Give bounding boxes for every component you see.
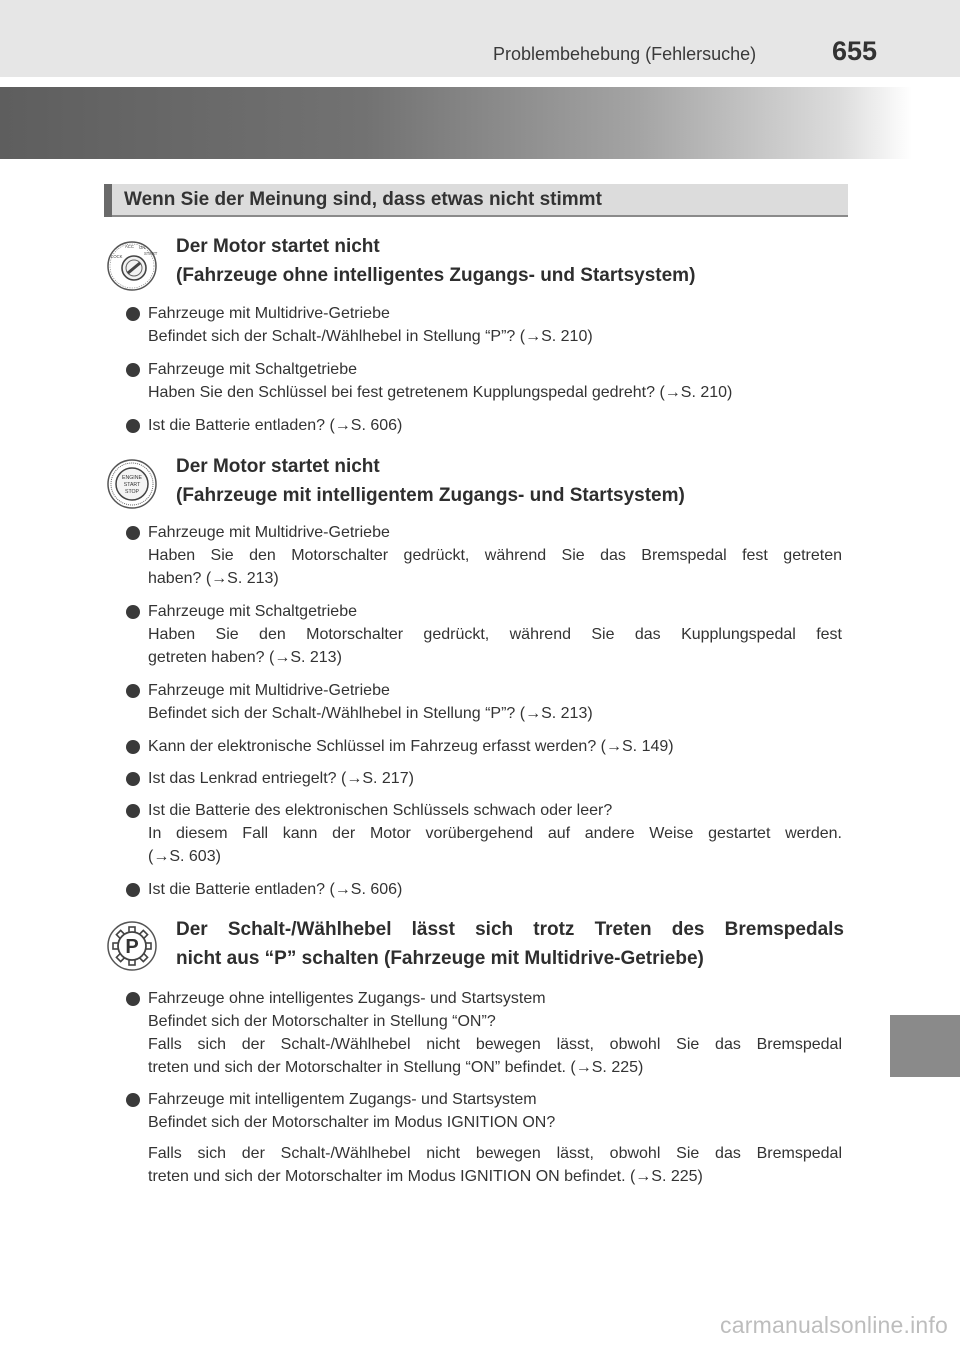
bullet — [126, 526, 140, 540]
list-item — [126, 878, 842, 901]
item-line: (→S. 603) — [148, 848, 221, 865]
section-header — [104, 184, 848, 217]
subsection-title — [176, 452, 844, 510]
subsection-title — [176, 915, 844, 973]
item-line: Falls sich der Schalt-/Wählhebel nicht bewegen lässt, obwohl Sie das Bremspedal — [148, 1036, 842, 1053]
chapter-side-tab — [890, 1015, 960, 1077]
item-line: In diesem Fall kann der Motor vorübergehend auf andere Weise gestartet werden. — [148, 825, 842, 842]
item-line: haben? (→S. 213) — [148, 570, 279, 587]
item-line: Falls sich der Schalt-/Wählhebel nicht bewegen lässt, obwohl Sie das Bremspedal — [148, 1145, 842, 1162]
bullet — [126, 307, 140, 321]
item-line: Ist die Batterie des elektronischen Schlüssels schwach oder leer? — [148, 802, 613, 819]
key-position-label: START — [144, 251, 158, 256]
item-line: Fahrzeuge mit intelligentem Zugangs- und Startsystem — [148, 1091, 537, 1108]
button-label: ENGINE — [122, 475, 142, 481]
page-header-bar — [0, 0, 960, 77]
subsection-title-line: Der Motor startet nicht — [176, 236, 380, 257]
subsection-title-line: (Fahrzeuge mit intelligentem Zugangs- und Startsystem) — [176, 485, 685, 506]
button-label: STOP — [124, 489, 140, 495]
bullet — [126, 804, 140, 818]
item-line: Ist die Batterie entladen? (→S. 606) — [148, 881, 403, 898]
list-item — [126, 987, 842, 1079]
decorative-gradient-band — [0, 87, 912, 159]
item-line: treten und sich der Motorschalter im Modus IGNITION ON befindet. (→S. 225) — [148, 1168, 703, 1185]
park-letter: P — [125, 936, 139, 958]
subsection-title-line: nicht aus “P” schalten (Fahrzeuge mit Multidrive-Getriebe) — [176, 948, 704, 969]
item-line: treten und sich der Motorschalter in Stellung “ON” befindet. (→S. 225) — [148, 1059, 644, 1076]
item-line: Haben Sie den Schlüssel bei fest getretenem Kupplungspedal gedreht? (→S. 210) — [148, 384, 733, 401]
list-item — [126, 600, 842, 669]
bullet — [126, 772, 140, 786]
subsection-title-line: (Fahrzeuge ohne intelligentes Zugangs- und Startsystem) — [176, 265, 696, 286]
button-label: START — [123, 482, 141, 488]
bullet — [126, 740, 140, 754]
subsection-title — [176, 232, 844, 290]
subsection-title-line: Der Schalt-/Wählhebel lässt sich trotz Treten des Bremspedals — [176, 919, 844, 940]
key-position-label: ACC — [125, 244, 134, 249]
section-header-accent — [104, 184, 112, 217]
watermark: carmanualsonline.info — [720, 1312, 948, 1338]
item-line: Fahrzeuge mit Multidrive-Getriebe — [148, 524, 390, 541]
item-line: Befindet sich der Motorschalter im Modus IGNITION ON? — [148, 1114, 556, 1131]
item-line: Fahrzeuge mit Multidrive-Getriebe — [148, 305, 390, 322]
list-item — [126, 735, 842, 758]
bullet — [126, 419, 140, 433]
item-line: Fahrzeuge mit Schaltgetriebe — [148, 603, 357, 620]
list-item — [126, 799, 842, 868]
bullet — [126, 605, 140, 619]
item-line: getreten haben? (→S. 213) — [148, 649, 342, 666]
key-position-label: LOCK — [111, 254, 123, 259]
item-line: Haben Sie den Motorschalter gedrückt, während Sie das Bremspedal fest getreten — [148, 547, 842, 564]
list-item — [126, 679, 842, 725]
list-item — [126, 302, 842, 348]
list-item — [126, 414, 842, 437]
list-item — [126, 1088, 842, 1188]
item-line: Kann der elektronische Schlüssel im Fahrzeug erfasst werden? (→S. 149) — [148, 738, 674, 755]
item-line: Ist die Batterie entladen? (→S. 606) — [148, 417, 403, 434]
item-line: Fahrzeuge mit Schaltgetriebe — [148, 361, 357, 378]
section-title: Wenn Sie der Meinung sind, dass etwas nicht stimmt — [124, 189, 602, 210]
subsection-title-line: Der Motor startet nicht — [176, 456, 380, 477]
list-item — [126, 358, 842, 404]
park-gear-icon — [106, 920, 158, 972]
item-line: Fahrzeuge ohne intelligentes Zugangs- und Startsystem — [148, 990, 546, 1007]
item-line: Haben Sie den Motorschalter gedrückt, während Sie das Kupplungspedal fest — [148, 626, 842, 643]
bullet — [126, 684, 140, 698]
item-line: Befindet sich der Schalt-/Wählhebel in Stellung “P”? (→S. 213) — [148, 705, 593, 722]
bullet — [126, 1093, 140, 1107]
item-line: Befindet sich der Motorschalter in Stellung “ON”? — [148, 1013, 496, 1030]
bullet — [126, 992, 140, 1006]
item-line: Fahrzeuge mit Multidrive-Getriebe — [148, 682, 390, 699]
bullet — [126, 363, 140, 377]
ignition-key-cylinder-icon — [106, 240, 158, 292]
chapter-title: Problembehebung (Fehlersuche) — [493, 44, 757, 64]
item-line: Ist das Lenkrad entriegelt? (→S. 217) — [148, 770, 414, 787]
page-number: 655 — [832, 36, 878, 66]
bullet — [126, 883, 140, 897]
list-item — [126, 767, 842, 790]
engine-start-stop-button-icon — [106, 458, 158, 510]
item-line: Befindet sich der Schalt-/Wählhebel in Stellung “P”? (→S. 210) — [148, 328, 593, 345]
key-position-label: ON — [139, 245, 146, 250]
list-item — [126, 521, 842, 590]
